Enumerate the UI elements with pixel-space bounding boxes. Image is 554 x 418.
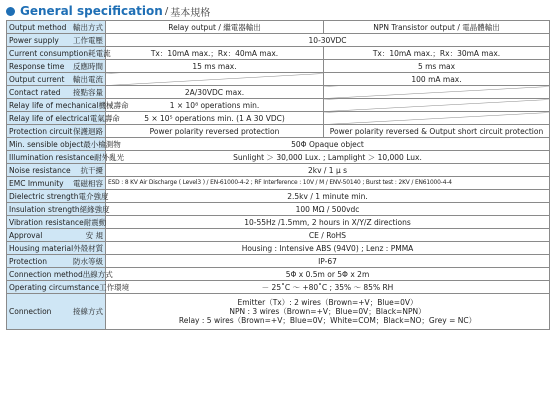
row-label: Power supply 工作電壓 [7,34,106,47]
cell-value-npn: 100 mA max. [324,73,550,86]
cell-value-npn: Power polarity reversed & Output short circuit protection [324,125,550,138]
cell-value: Sunlight ＞ 30,000 Lux. ; Lamplight ＞ 10,000 Lux. [106,151,550,164]
cell-value-npn: Tx：10mA max.；Rx：30mA max. [324,47,550,60]
table-row [7,86,550,99]
table-row [7,99,550,112]
cell-value: 100 MΩ / 500vdc [106,203,550,216]
row-label: EMC Immunity 電磁相容 [7,177,106,190]
row-label: Output method 輸出方式 [7,21,106,34]
cell-value: ESD : 8 KV Air Discharge ( Level3 ) / EN-61000-4-2 ; RF Interference : 10V / M / ENV-50140 ; Burst test : 2KV / EN61000-4-4 [106,177,550,190]
row-label: Relay life of mechanical 機械壽命 [7,99,106,112]
table-row [7,216,550,229]
column-header-relay: Relay output / 繼電器輸出 [106,21,324,34]
bullet-icon [6,7,15,16]
connection-line: NPN : 3 wires（Brown=+V；Blue=0V；Black=NPN） [229,307,426,316]
table-row [7,47,550,60]
cell-value-connection [106,294,550,330]
table-row [7,164,550,177]
table-row [7,255,550,268]
section-title: General specification [20,4,163,18]
row-label: Protection 防水等級 [7,255,106,268]
cell-value: 10-55Hz /1.5mm, 2 hours in X/Y/Z directions [106,216,550,229]
table-row [7,177,550,190]
cell-not-applicable [324,86,550,99]
cell-value-relay: Power polarity reversed protection [106,125,324,138]
table-row [7,21,550,34]
cell-value: 5Φ x 0.5m or 5Φ x 2m [106,268,550,281]
cell-value-relay: 5 × 10⁵ operations min. (1 A 30 VDC) [106,112,324,125]
row-label: Connection method 出線方式 [7,268,106,281]
cell-value: 10-30VDC [106,34,550,47]
section-header [6,3,210,19]
row-label: Approval 安 規 [7,229,106,242]
table-row [7,125,550,138]
row-label: Illumination resistance 耐外亂光 [7,151,106,164]
table-row [7,190,550,203]
cell-not-applicable [324,99,550,112]
row-label: Housing material 外殼材質 [7,242,106,255]
cell-value: 50Φ Opaque object [106,138,550,151]
cell-value-relay: Tx：10mA max.；Rx：40mA max. [106,47,324,60]
cell-value-relay: 1 × 10⁸ operations min. [106,99,324,112]
row-label: Connection 接線方式 [7,294,106,330]
cell-value-relay: 2A/30VDC max. [106,86,324,99]
spec-table [6,20,550,330]
row-label: Contact rated 接點容量 [7,86,106,99]
table-row [7,60,550,73]
cell-value: 2kv / 1 μ s [106,164,550,177]
cell-value: 2.5kv / 1 minute min. [106,190,550,203]
cell-value: CE / RoHS [106,229,550,242]
table-row [7,203,550,216]
row-label: Relay life of electrical 電氣壽命 [7,112,106,125]
row-label: Protection circuit 保護迴路 [7,125,106,138]
table-row [7,242,550,255]
cell-not-applicable [324,112,550,125]
table-row [7,268,550,281]
row-label: Response time 反應時間 [7,60,106,73]
row-label: Operating circumstance 工作環境 [7,281,106,294]
table-row [7,229,550,242]
section-title-separator: / [164,5,169,17]
row-label: Min. sensible object 最小檢測物 [7,138,106,151]
table-row [7,151,550,164]
section-title-zh: 基本規格 [170,7,211,19]
cell-value: IP-67 [106,255,550,268]
table-row [7,138,550,151]
table-row [7,112,550,125]
table-row [7,73,550,86]
row-label: Vibration resistance 耐震動 [7,216,106,229]
row-label: Insulation strength 絕緣強度 [7,203,106,216]
cell-value: Housing : Intensive ABS (94V0) ; Lenz : PMMA [106,242,550,255]
cell-value: － 25˚C ～ +80˚C ; 35% ～ 85% RH [106,281,550,294]
cell-not-applicable [106,73,324,86]
table-row [7,294,550,330]
cell-value-relay: 15 ms max. [106,60,324,73]
column-header-npn: NPN Transistor output / 電晶體輸出 [324,21,550,34]
row-label: Current consumption 耗電流 [7,47,106,60]
row-label: Noise resistance 抗干擾 [7,164,106,177]
row-label: Output current 輸出電流 [7,73,106,86]
connection-line: Emitter（Tx）: 2 wires（Brown=+V；Blue=0V） [237,298,418,307]
table-row [7,34,550,47]
table-row [7,281,550,294]
connection-line: Relay : 5 wires（Brown=+V；Blue=0V；White=COM；Black=NO；Grey = NC） [178,316,477,325]
cell-value-npn: 5 ms max [324,60,550,73]
row-label: Dielectric strength 電介強度 [7,190,106,203]
